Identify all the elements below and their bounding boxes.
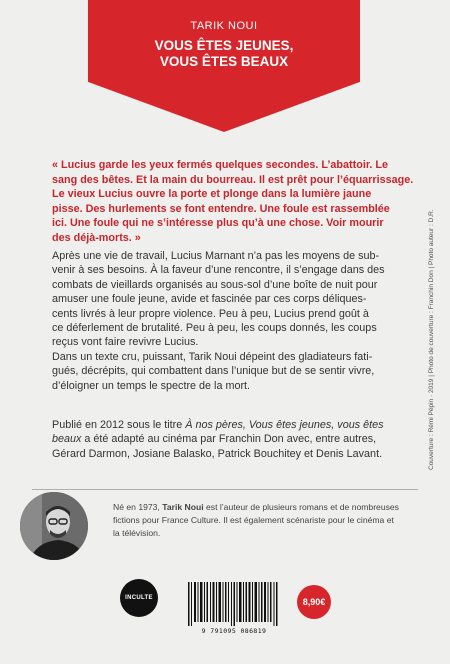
text-span: a été adapté au cinéma par Franchin Don avec, entre autres, bbox=[81, 433, 377, 446]
publisher-logo bbox=[120, 579, 158, 617]
bio-line: fictions pour France Culture. Il est également scénariste pour le cinéma et bbox=[113, 515, 394, 525]
quote-line: « Lucius garde les yeux fermés quelques secondes. L’abattoir. Le bbox=[52, 159, 389, 171]
quote-line: des déjà-morts. » bbox=[52, 231, 141, 244]
text-line: amuser une foule jeune, avide et fascinée par ces corps déliques- bbox=[52, 293, 367, 306]
synopsis-paragraph-1 bbox=[52, 249, 408, 350]
author-photo bbox=[20, 492, 88, 560]
price-label: 8,90€ bbox=[302, 597, 326, 607]
divider bbox=[32, 489, 418, 490]
text-line: d’éloigner un temps le spectre de la mort. bbox=[52, 379, 251, 392]
quote-line: Le vieux Lucius ouvre la porte et plonge dans la lumière jaune bbox=[52, 188, 372, 200]
side-credits: Couverture : Rémi Pépin · 2019 | Photo de couverture : Franchin Don | Photo auteur : D.R. bbox=[428, 209, 435, 470]
quote-line: sang des bêtes. Et la main du bourreau. Il est prêt pour l’équarrissage. bbox=[52, 173, 414, 186]
text-line: combats de vieillards organisés au sous-sol d’une boîte de nuit pour bbox=[52, 278, 378, 291]
title-line-2: VOUS ÊTES BEAUX bbox=[159, 54, 289, 69]
isbn-number: 9 791095 086819 bbox=[201, 627, 267, 635]
price-badge bbox=[297, 585, 331, 619]
synopsis-paragraph-2 bbox=[52, 350, 408, 393]
barcode-icon bbox=[188, 582, 278, 626]
text-line: Après une vie de travail, Lucius Marnant n’a pas les moyens de sub- bbox=[52, 250, 380, 262]
text-line: venir à ses besoins. À la faveur d’une rencontre, il s’engage dans des bbox=[52, 264, 385, 277]
synopsis-paragraph-3 bbox=[52, 418, 408, 461]
text-line: gués, décrépits, qui combattent dans l’unique but de se sentir vivre, bbox=[52, 365, 375, 378]
text-span: Publié en 2012 sous le titre bbox=[52, 419, 186, 431]
text-line bbox=[52, 432, 408, 446]
author-portrait-icon bbox=[20, 492, 88, 560]
original-title-end: beaux bbox=[52, 433, 82, 446]
author-bio bbox=[113, 501, 403, 540]
text-line: reçus vont faire revivre Lucius. bbox=[52, 336, 199, 349]
original-title: À nos pères, Vous êtes jeunes, vous êtes bbox=[185, 419, 384, 431]
text-line: cents livrés à leur propre violence. Peu à peu, Lucius prend goût à bbox=[52, 307, 369, 320]
quote-line: pisse. Des hurlements se font entendre. Une foule est rassemblée bbox=[52, 202, 390, 215]
text-line bbox=[52, 418, 408, 432]
title-line-1: VOUS ÊTES JEUNES, bbox=[154, 38, 294, 53]
text-line: ce déferlement de brutalité. Peu à peu, les coups donnés, les coups bbox=[52, 322, 377, 335]
text-line: Gérard Darmon, Josiane Balasko, Patrick Bouchitey et Denis Lavant. bbox=[52, 447, 383, 460]
text-span: est l’auteur de plusieurs romans et de nombreuses bbox=[203, 502, 399, 512]
publisher-name: INCULTE bbox=[125, 595, 153, 601]
text-span: Né en 1973, bbox=[113, 502, 163, 512]
book-title bbox=[88, 38, 360, 70]
quote-line: ici. Une foule qui ne s’intéresse plus qu’à une chose. Voir mourir bbox=[52, 217, 384, 229]
bio-line bbox=[113, 501, 403, 514]
bio-author-name: Tarik Noui bbox=[162, 502, 204, 512]
bio-line: la télévision. bbox=[113, 528, 161, 538]
excerpt-quote bbox=[52, 158, 414, 245]
author-name: TARIK NOUI bbox=[190, 20, 258, 32]
text-line: Dans un texte cru, puissant, Tarik Noui dépeint des gladiateurs fati- bbox=[52, 351, 373, 363]
